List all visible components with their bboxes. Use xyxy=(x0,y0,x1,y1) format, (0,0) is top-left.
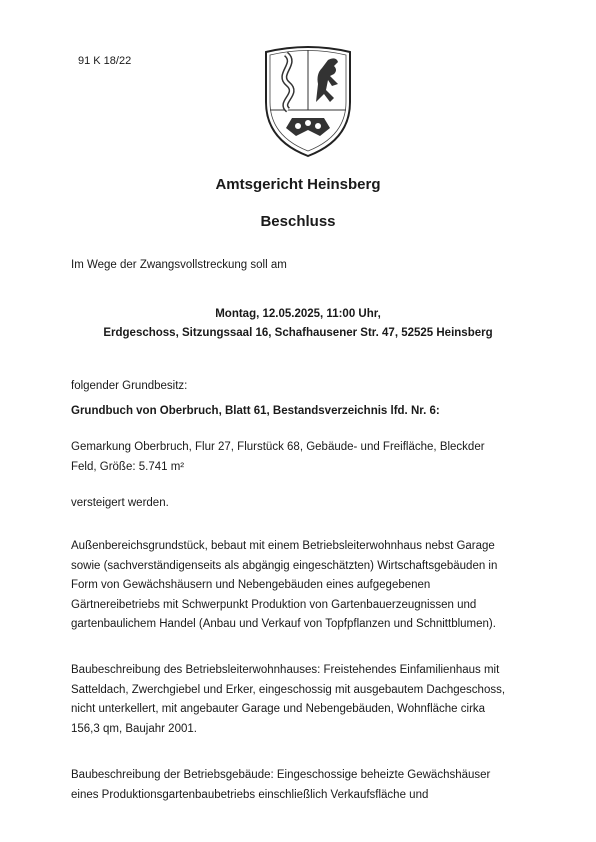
house-description-line: 156,3 qm, Baujahr 2001. xyxy=(71,722,197,735)
house-description-line: nicht unterkellert, mit angebauter Garage und Nebengebäuden, Wohnfläche cirka xyxy=(71,703,486,715)
parcel-description xyxy=(71,438,531,477)
house-description-line: Baubeschreibung des Betriebsleiterwohnhauses: Freistehendes Einfamilienhaus mit xyxy=(71,664,500,676)
business-description-line: Baubeschreibung der Betriebsgebäude: Eingeschossige beheizte Gewächshäuser xyxy=(71,769,491,781)
description-line: gartenbaulichem Handel (Anbau und Verkauf von Topfpflanzen und Schnittblumen). xyxy=(71,618,496,630)
document-title: Beschluss xyxy=(260,213,336,230)
house-description-line: Satteldach, Zwerchgiebel und Erker, eingeschossig mit ausgebautem Dachgeschoss, xyxy=(71,683,506,696)
appointment-location: Erdgeschoss, Sitzungssaal 16, Schafhausener Str. 47, 52525 Heinsberg xyxy=(103,327,493,339)
parcel-line: Feld, Größe: 5.741 m² xyxy=(71,460,185,473)
intro-text: Im Wege der Zwangsvollstreckung soll am xyxy=(71,259,287,271)
description-line: Gärtnereibetriebs mit Schwerpunkt Produktion von Gartenbauerzeugnissen und xyxy=(71,598,477,611)
coat-of-arms-icon xyxy=(258,40,358,160)
case-number: 91 K 18/22 xyxy=(78,55,132,67)
parcel-line: Gemarkung Oberbruch, Flur 27, Flurstück 68, Gebäude- und Freifläche, Bleckder xyxy=(71,441,485,453)
auctioned-text: versteigert werden. xyxy=(71,497,169,509)
property-intro: folgender Grundbesitz: xyxy=(71,380,188,392)
house-description xyxy=(71,661,531,739)
description-line: sowie (sachverständigenseits als abgängig eingeschätzten) Wirtschaftsgebäuden in xyxy=(71,559,498,572)
business-description xyxy=(71,766,531,805)
description-line: Außenbereichsgrundstück, bebaut mit einem Betriebsleiterwohnhaus nebst Garage xyxy=(71,540,495,552)
land-register: Grundbuch von Oberbruch, Blatt 61, Bestandsverzeichnis lfd. Nr. 6: xyxy=(71,405,440,417)
court-name: Amtsgericht Heinsberg xyxy=(215,176,381,193)
description-line: Form von Gewächshäusern und Nebengebäuden eines aufgegebenen xyxy=(71,579,431,591)
appointment-date: Montag, 12.05.2025, 11:00 Uhr, xyxy=(215,308,381,320)
property-description xyxy=(71,537,531,635)
business-description-line: eines Produktionsgartenbaubetriebs einschließlich Verkaufsfläche und xyxy=(71,788,429,801)
